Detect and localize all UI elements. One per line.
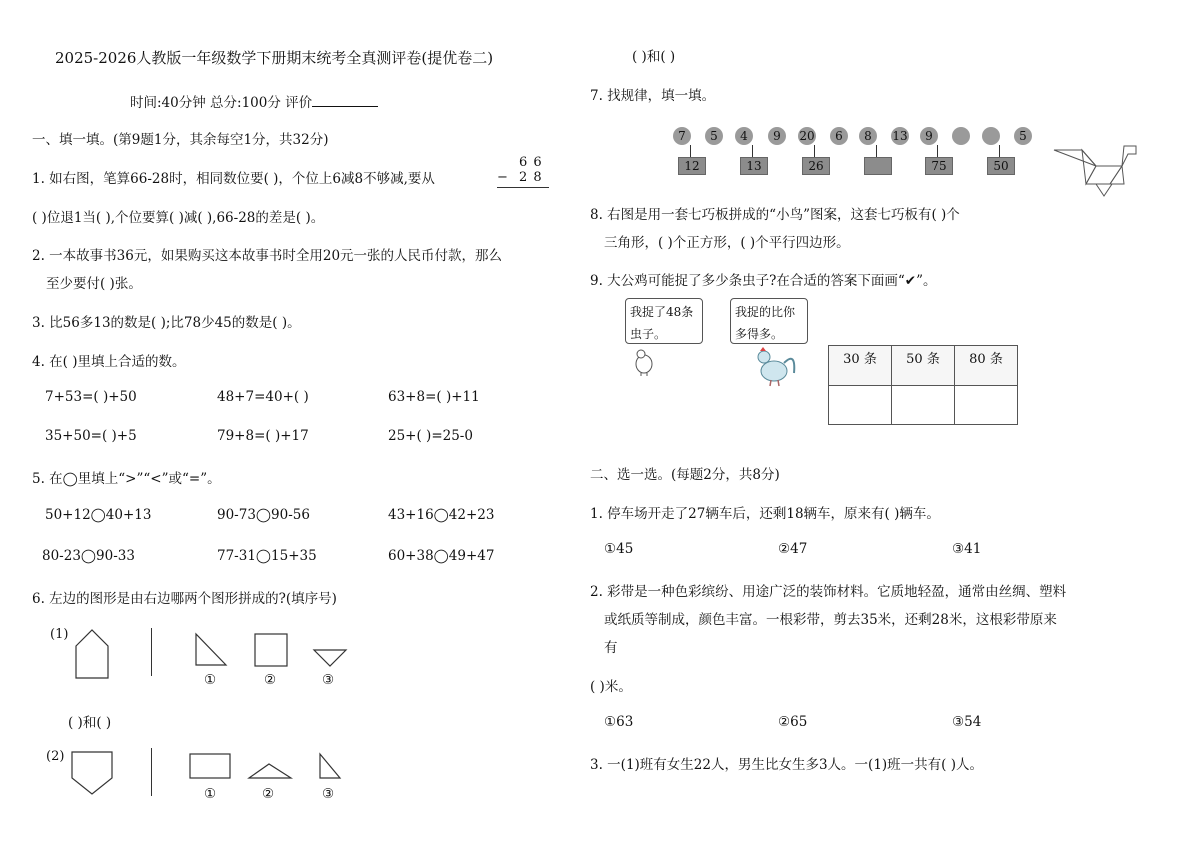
s2-q1-option[interactable]: ②47 <box>778 541 808 557</box>
s2-q2-option[interactable]: ②65 <box>778 714 808 730</box>
q1-line2: ( )位退1当( ),个位要算( )减( ),66-28的差是( )。 <box>32 210 325 226</box>
pattern-bead: 5 <box>1014 127 1032 145</box>
q2-line2: 至少要付( )张。 <box>46 276 142 292</box>
exam-info-text: 时间:40分钟 总分:100分 评价 <box>130 95 313 111</box>
q6-stem: 6. 左边的图形是由右边哪两个图形拼成的?(填序号) <box>32 591 337 607</box>
q9-stem: 9. 大公鸡可能捉了多少条虫子?在合适的答案下面画“✔”。 <box>590 273 937 289</box>
pattern-stick <box>752 145 753 157</box>
option-label: ① <box>204 672 217 688</box>
q4-stem: 4. 在( )里填上合适的数。 <box>32 354 186 370</box>
pattern-tag: 12 <box>678 157 706 175</box>
s2-q1-option[interactable]: ①45 <box>604 541 634 557</box>
hen-icon <box>632 348 656 376</box>
option-label: ② <box>264 672 277 688</box>
option-80: 80 条 <box>955 346 1018 386</box>
q1-vertical-bottom: 2 8 <box>519 170 543 185</box>
section1-heading: 一、填一填。(第9题1分，其余每空1分，共32分) <box>32 132 329 148</box>
q5-item: 43+16◯42+23 <box>388 507 495 523</box>
s2-q2-line2: 或纸质等制成，颜色丰富。一根彩带，剪去35米，还剩28米，这根彩带原来 <box>604 612 1057 628</box>
pattern-tag: 26 <box>802 157 830 175</box>
pattern-stick <box>876 145 877 157</box>
q5-stem: 5. 在◯里填上“>”“<”或“=”。 <box>32 471 221 487</box>
section2-heading: 二、选一选。(每题2分，共8分) <box>590 467 780 483</box>
pattern-bead-blank[interactable] <box>952 127 970 145</box>
pattern-bead: 6 <box>830 127 848 145</box>
pattern-bead-blank[interactable] <box>982 127 1000 145</box>
flat-triangle-icon <box>247 762 293 780</box>
q1-line1: 1. 如右图，笔算66-28时，相同数位要( )，个位上6减8不够减,要从 <box>32 171 435 187</box>
q5-item: 60+38◯49+47 <box>388 548 495 564</box>
pattern-bead: 13 <box>892 129 908 143</box>
q2-line1: 2. 一本故事书36元，如果购买这本故事书时全用20元一张的人民币付款，那么 <box>32 248 503 264</box>
q6-part1-answer: ( )和( ) <box>68 715 112 731</box>
option-label: ① <box>204 786 217 802</box>
option-label: ③ <box>322 672 335 688</box>
square-icon <box>253 632 289 668</box>
s2-q2-option[interactable]: ①63 <box>604 714 634 730</box>
pattern-tag: 75 <box>925 157 953 175</box>
q5-item: 77-31◯15+35 <box>217 548 317 564</box>
s2-q2-line3: 有 <box>604 640 618 656</box>
pattern-bead: 9 <box>920 127 938 145</box>
q6-divider <box>151 628 152 676</box>
pattern-tag: 13 <box>740 157 768 175</box>
q7-stem: 7. 找规律，填一填。 <box>590 88 716 104</box>
q5-item: 80-23◯90-33 <box>42 548 135 564</box>
rectangle-icon <box>188 752 232 780</box>
s2-q2-line1: 2. 彩带是一种色彩缤纷、用途广泛的装饰材料。它质地轻盈，通常由丝绸、塑料 <box>590 584 1067 600</box>
s2-q1-stem: 1. 停车场开走了27辆车后，还剩18辆车，原来有( )辆车。 <box>590 506 940 522</box>
house-shape-icon <box>74 628 110 680</box>
s2-q1-option[interactable]: ③41 <box>952 541 982 557</box>
q8-line1: 8. 右图是用一套七巧板拼成的“小鸟”图案，这套七巧板有( )个 <box>590 207 960 223</box>
pattern-stick <box>814 145 815 157</box>
q4-item: 25+( )=25-0 <box>388 428 473 444</box>
pattern-tag-blank[interactable] <box>864 157 892 175</box>
option-30: 30 条 <box>829 346 892 386</box>
pattern-bead: 5 <box>705 127 723 145</box>
q4-item: 7+53=( )+50 <box>45 389 137 405</box>
check-cell[interactable] <box>955 386 1018 425</box>
q1-vertical-rule <box>497 187 549 188</box>
exam-info <box>130 91 378 111</box>
q4-item: 63+8=( )+11 <box>388 389 480 405</box>
check-cell[interactable] <box>892 386 955 425</box>
s2-q2-option[interactable]: ③54 <box>952 714 982 730</box>
pattern-bead: 7 <box>673 127 691 145</box>
pattern-bead: 4 <box>735 127 753 145</box>
s2-q3-text: 3. 一(1)班有女生22人，男生比女生多3人。一(1)班一共有( )人。 <box>590 757 984 773</box>
down-triangle-icon <box>312 648 348 668</box>
s2-q2-line4: ( )米。 <box>590 679 632 695</box>
pattern-tag: 50 <box>987 157 1015 175</box>
rooster-icon <box>754 345 798 387</box>
q4-item: 48+7=40+( ) <box>217 389 309 405</box>
q6-part2-answer: ( )和( ) <box>632 49 676 65</box>
option-50: 50 条 <box>892 346 955 386</box>
pattern-bead: 8 <box>859 127 877 145</box>
pattern-stick <box>937 145 938 157</box>
pattern-bead: 20 <box>799 129 815 143</box>
q6-part1-label: (1) <box>50 627 69 642</box>
rooster-speech-bubble: 我捉的比你多得多。 <box>730 298 808 344</box>
q1-vertical-top: 6 6 <box>519 155 543 170</box>
answer-table <box>828 345 1018 425</box>
right-triangle-icon <box>194 632 228 668</box>
pattern-stick <box>690 145 691 157</box>
pentagon-shape-icon <box>70 750 114 796</box>
option-label: ② <box>262 786 275 802</box>
hen-speech-bubble: 我捉了48条虫子。 <box>625 298 703 344</box>
check-cell[interactable] <box>829 386 892 425</box>
score-blank[interactable] <box>312 94 378 107</box>
q4-item: 35+50=( )+5 <box>45 428 137 444</box>
tangram-bird-icon <box>1052 140 1142 198</box>
pattern-bead: 9 <box>768 127 786 145</box>
small-right-triangle-icon <box>318 752 342 780</box>
q8-line2: 三角形，( )个正方形，( )个平行四边形。 <box>604 235 850 251</box>
option-label: ③ <box>322 786 335 802</box>
q1-vertical-sign: − <box>497 170 508 185</box>
pattern-stick <box>999 145 1000 157</box>
q5-item: 50+12◯40+13 <box>45 507 152 523</box>
page-title: 2025-2026人教版一年级数学下册期末统考全真测评卷(提优卷二) <box>55 49 494 67</box>
q6-part2-label: (2) <box>46 749 65 764</box>
q5-item: 90-73◯90-56 <box>217 507 310 523</box>
q3-text: 3. 比56多13的数是( );比78少45的数是( )。 <box>32 315 301 331</box>
q6-divider <box>151 748 152 796</box>
q4-item: 79+8=( )+17 <box>217 428 309 444</box>
